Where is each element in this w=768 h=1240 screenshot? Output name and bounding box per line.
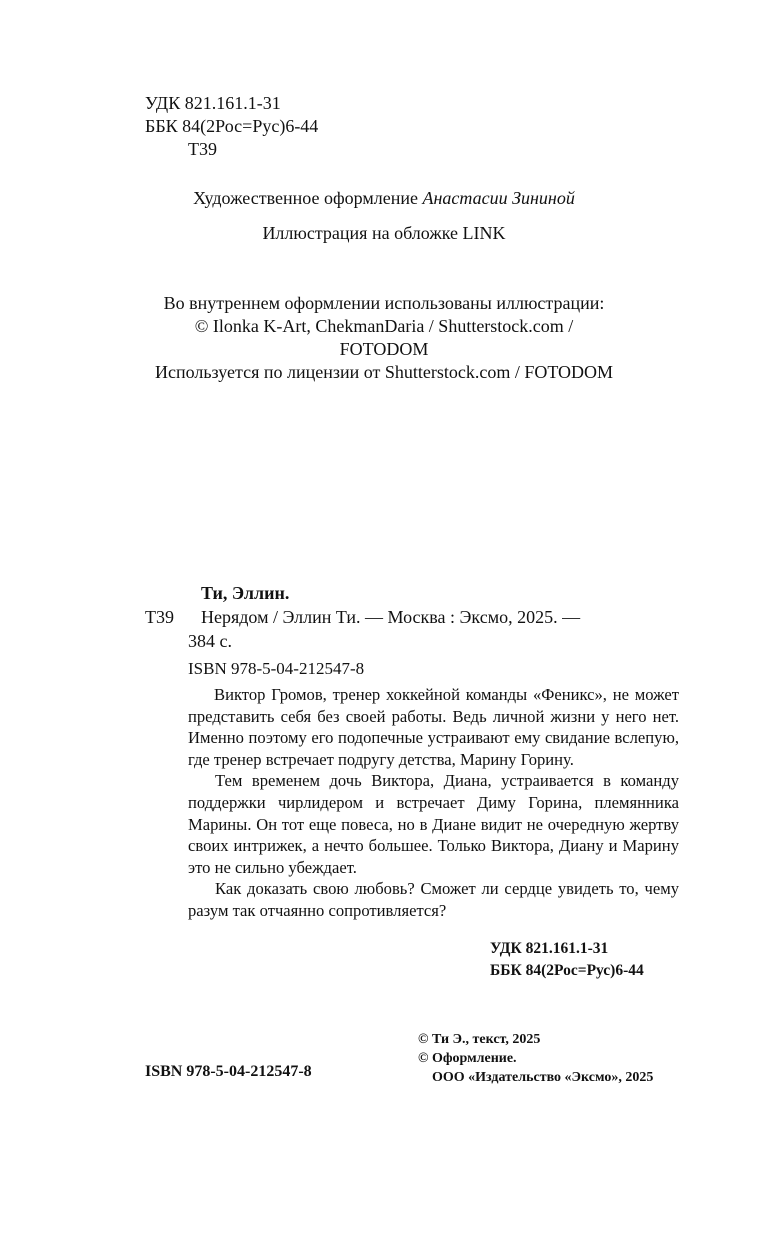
catalog-bbk-bold: ББК 84(2Рос=Рус)6-44 [490,962,644,979]
catalog-isbn: ISBN 978-5-04-212547-8 [188,659,365,678]
design-credit-name: Анастасии Зининой [422,188,575,208]
cover-illustration-credit: Иллюстрация на обложке LINK [262,223,506,243]
catalog-pages: 384 с. [188,631,232,651]
catalog-title-line: Нерядом / Эллин Ти. — Москва : Эксмо, 2025. — [201,607,581,627]
annotation-paragraph: Виктор Громов, тренер хоккейной команды «Феникс», не может представить себя без своей работы. Ведь личной жизни у него нет. Именно поэтому его подопечные устраивают ему свидание вслепую, где тренер встречает подругу детства, Марину Горину. [188,685,679,769]
interior-credit-line-2: © Ilonka K-Art, ChekmanDaria / Shutterstock.com / [194,316,574,336]
catalog-udk-bold: УДК 821.161.1-31 [490,940,609,957]
interior-credit-line-1: Во внутреннем оформлении использованы иллюстрации: [163,293,605,313]
annotation-paragraph: Тем временем дочь Виктора, Диана, устраивается в команду поддержки чирлидером и встречает Диму Горина, племянника Марины. Он тот еще повеса, но в Диане видит не очередную жертву своих интрижек, а нечто большее. Только Виктора, Диану и Марину это не сильно убеждает. [188,771,679,877]
interior-credit-line-4: Используется по лицензии от Shutterstock.com / FOTODOM [154,362,614,382]
copyright-design: © Оформление. [418,1051,517,1066]
copyright-publisher: ООО «Издательство «Эксмо», 2025 [432,1070,654,1085]
author-sign: Т39 [188,139,217,159]
copyright-text: © Ти Э., текст, 2025 [418,1032,541,1047]
design-credit [0,187,768,209]
catalog-sign: Т39 [145,607,174,627]
annotation-paragraph: Как доказать свою любовь? Сможет ли сердце увидеть то, чему разум так отчаянно сопротивляется? [188,879,679,920]
udk-code: УДК 821.161.1-31 [145,93,281,113]
bbk-code: ББК 84(2Рос=Рус)6-44 [145,116,319,136]
footer-isbn: ISBN 978-5-04-212547-8 [145,1063,312,1080]
interior-credit-line-3: FOTODOM [339,339,429,359]
catalog-author-heading: Ти, Эллин. [201,583,290,603]
design-credit-prefix: Художественное оформление [193,188,418,208]
catalog-annotation [188,684,679,922]
